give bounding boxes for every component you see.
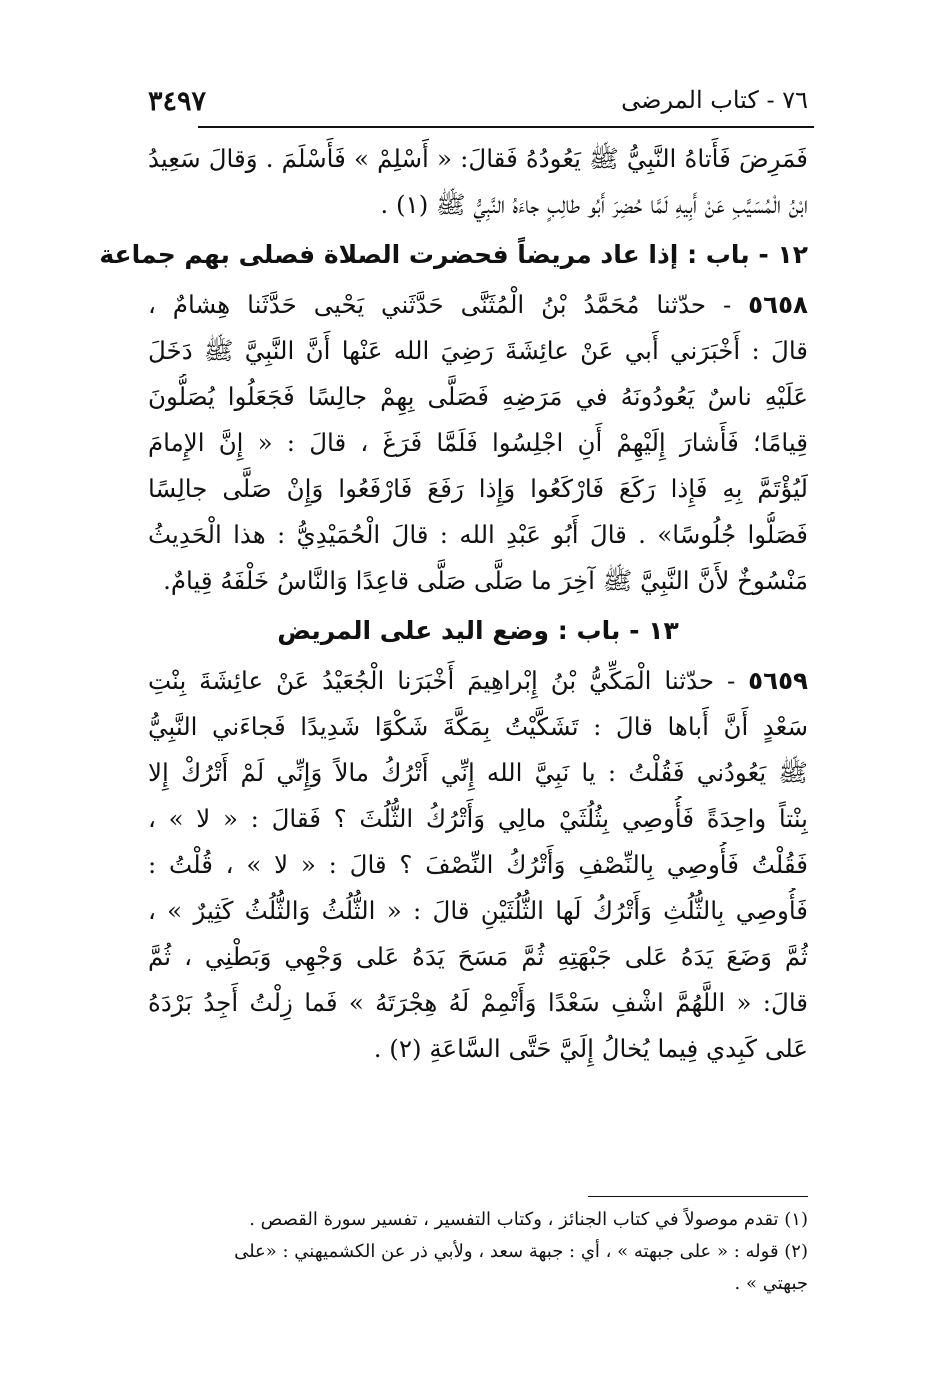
page-number: ٣٤٩٧ bbox=[148, 86, 207, 117]
text-line: قالَ : أَخْبَرَني أَبي عَنْ عائِشَةَ رَضِيَ الله عَنْها أَنَّ النَّبِيَّ ﷺ دَخَلَ bbox=[148, 336, 808, 365]
text-line: فَمَرِضَ فَأَتاهُ النَّبِيُّ ﷺ يَعُودُهُ فَقالَ: « أَسْلِمْ » فَأَسْلَمَ . وَقالَ سَعِيدُ bbox=[148, 144, 808, 173]
text-line: فَصَلُّوا جُلُوسًا» . قالَ أَبُو عَبْدِ الله : قالَ الْحُمَيْدِيُّ : هذا الْحَدِيثُ bbox=[148, 520, 808, 549]
text-line: لَيُؤْتَمَّ بِهِ فَإِذا رَكَعَ فَارْكَعُوا وَإِذا رَفَعَ فَارْفَعُوا وَإِنْ صَلَّى جالِسًا bbox=[148, 474, 808, 503]
footnotes bbox=[148, 1204, 808, 1300]
footnote: (١) تقدم موصولاً في كتاب الجنائز ، وكتاب التفسير ، تفسير سورة القصص . bbox=[249, 1209, 808, 1230]
footnote-continuation: جبهتي » . bbox=[734, 1273, 808, 1294]
chapter-heading: ١٣ - باب : وضع اليد على المريض bbox=[277, 616, 679, 645]
text-line: ﷺ يَعُودُني فَقُلْتُ : يا نَبِيَّ الله إِنِّي أَتْرُكُ مالاً وَإِنِّي لَمْ أَتْرُكْ إِلا bbox=[148, 758, 808, 787]
hadith-number: ٥٦٥٩ bbox=[748, 666, 808, 695]
text-line: عَلى كَبِدي فِيما يُخالُ إِلَيَّ حَتَّى السَّاعَةِ (٢) . bbox=[373, 1034, 808, 1063]
text-line: - حدّثنا مُحَمَّدُ بْنُ الْمُثَنَّى حَدَّثَني يَحْيى حَدَّثَنا هِشامٌ ، bbox=[148, 290, 732, 319]
hadith-first-line bbox=[148, 282, 808, 328]
hadith-first-line bbox=[148, 658, 808, 704]
text-line: - حدّثنا الْمَكِّيُّ بْنُ إِبْراهِيمَ أَخْبَرَنا الْجُعَيْدُ عَنْ عائِشَةَ بِنْتِ bbox=[148, 666, 736, 695]
text-line: فَقُلْتُ فَأُوصِي بِالنِّصْفِ وَأَتْرُكُ النِّصْفَ ؟ قالَ : « لا » ، قُلْتُ : bbox=[148, 850, 808, 879]
text-line: قالَ: « اللَّهُمَّ اشْفِ سَعْدًا وَأَتْمِمْ لَهُ هِجْرَتَهُ » فَما زِلْتُ أَجِدُ بَرْدَهُ bbox=[148, 988, 808, 1017]
chapter-heading: ١٢ - باب : إذا عاد مريضاً فحضرت الصلاة فصلى بهم جماعة bbox=[99, 240, 808, 269]
text-line: بِنْتاً واحِدَةً فَأُوصِي بِثُلُثَيْ مالِي وَأَتْرُكُ الثُّلُثَ ؟ فَقالَ : « لا » ، bbox=[148, 804, 808, 833]
text-line: ثُمَّ وَضَعَ يَدَهُ عَلى جَبْهَتِهِ ثُمَّ مَسَحَ يَدَهُ عَلى وَجْهِي وَبَطْنِي ، ثُمَّ bbox=[148, 942, 808, 971]
text-line: سَعْدٍ أَنَّ أَباها قالَ : تَشَكَّيْتُ بِمَكَّةَ شَكْوًا شَدِيدًا فَجاءَني النَّبِيُّ bbox=[148, 712, 808, 741]
text-line: مَنْسُوخٌ لأَنَّ النَّبِيَّ ﷺ آخِرَ ما صَلَّى صَلَّى قاعِدًا وَالنَّاسُ خَلْفَهُ قِيامٌ. bbox=[163, 566, 808, 595]
text-line: فَأُوصِي بِالثُّلُثِ وَأَتْرُكُ لَها الثُّلُثَيْنِ قالَ : « الثُّلُثُ وَالثُّلُثُ كَثِيرٌ » ، bbox=[148, 896, 808, 925]
text-line: ابْنُ الْمُسَيَّبِ عَنْ أَبِيهِ لَمَّا حُضِرَ أَبُو طالِبٍ جاءَهُ النَّبِيُّ ﷺ (١) . bbox=[380, 190, 808, 219]
main-text bbox=[99, 136, 808, 1072]
footnote-rule bbox=[588, 1196, 808, 1197]
footnote: (٢) قوله : « على جبهته » ، أي : جبهة سعد ، ولأبي ذر عن الكشميهني : «على bbox=[234, 1241, 808, 1262]
header-rule bbox=[198, 126, 814, 128]
hadith-number: ٥٦٥٨ bbox=[748, 290, 808, 319]
text-line: عَلَيْهِ ناسٌ يَعُودُونَهُ في مَرَضِهِ فَصَلَّى بِهِمْ جالِسًا فَجَعَلُوا يُصَلُّونَ bbox=[148, 382, 808, 411]
text-line: قِيامًا؛ فَأَشارَ إِلَيْهِمْ أَنِ اجْلِسُوا فَلَمَّا فَرَغَ ، قالَ : « إِنَّ الإِمامَ bbox=[148, 428, 808, 457]
running-header: ٧٦ - كتاب المرضى bbox=[621, 86, 808, 114]
